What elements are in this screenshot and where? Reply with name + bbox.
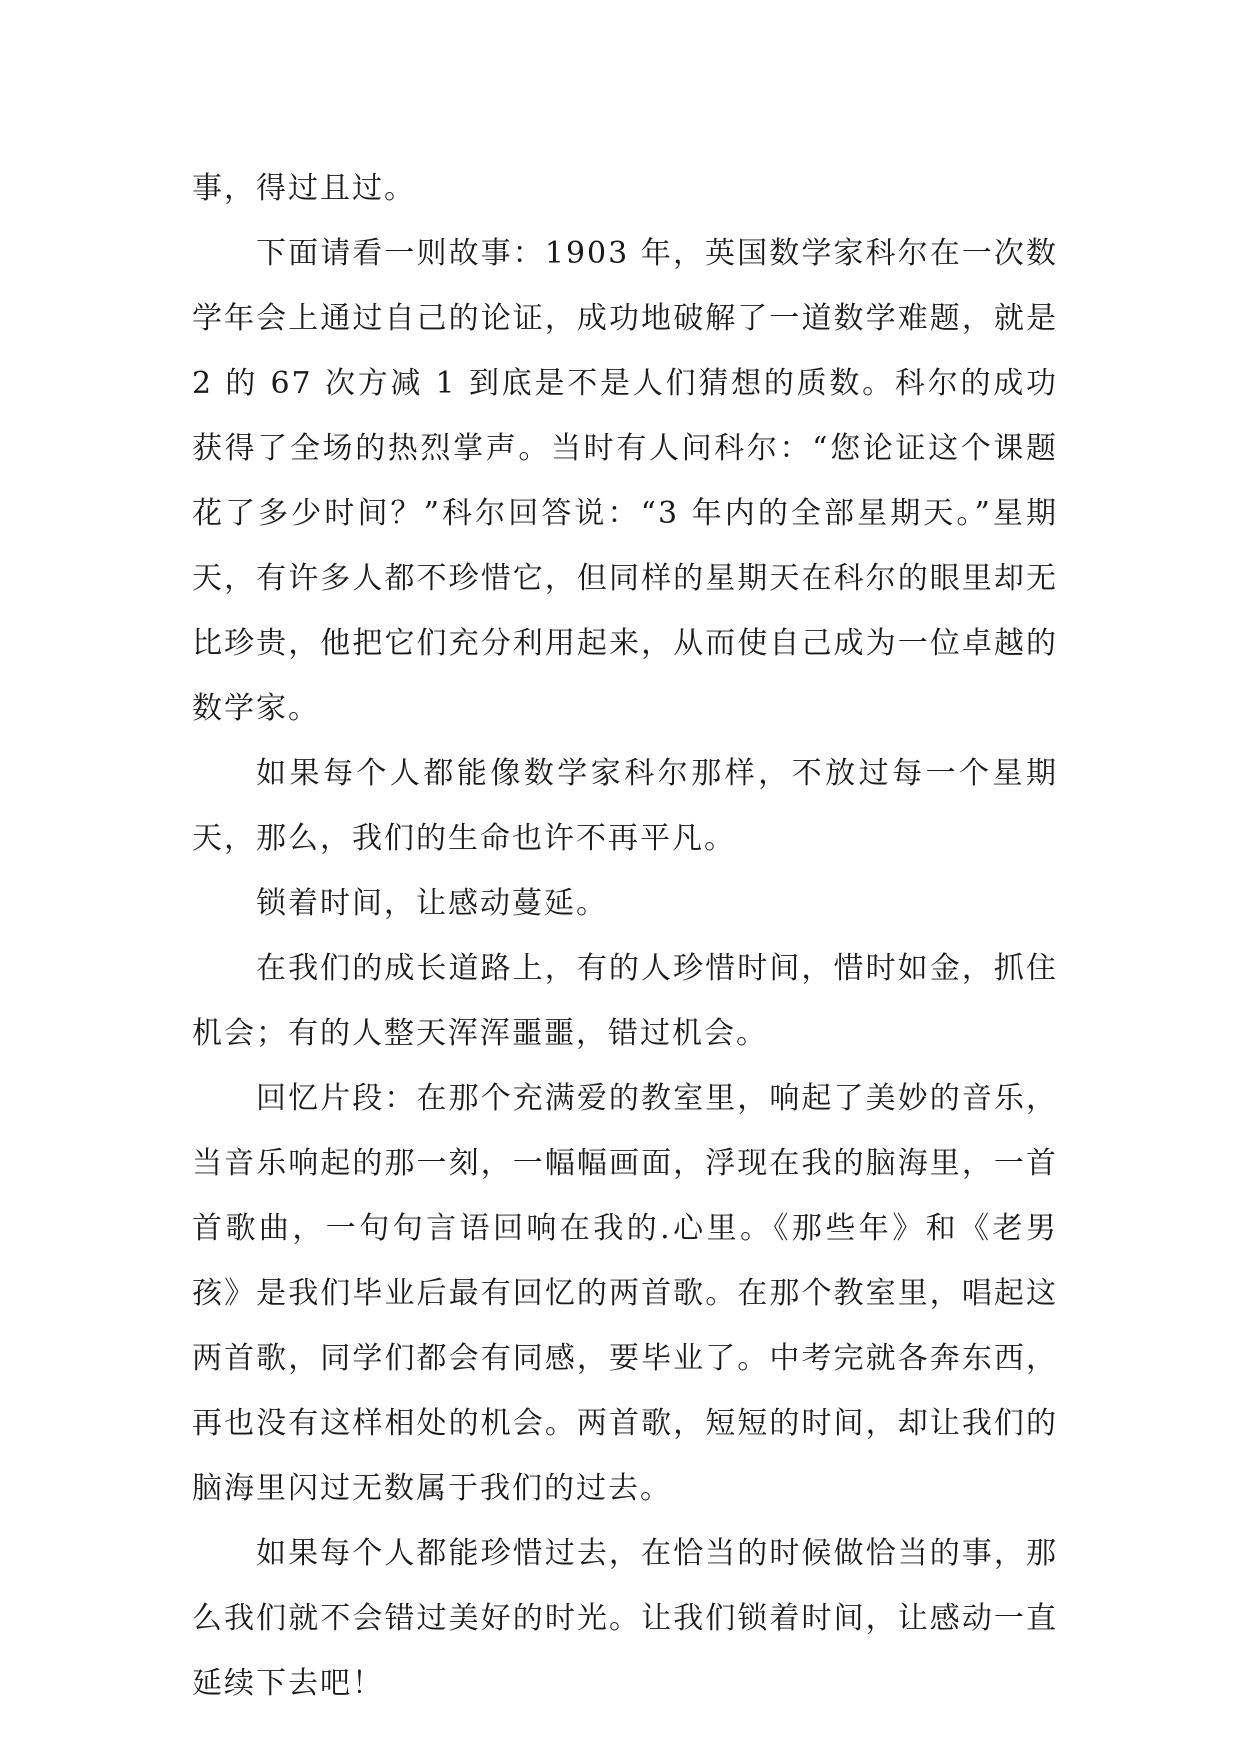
paragraph-growth: 在我们的成长道路上，有的人珍惜时间，惜时如金，抓住机会；有的人整天浑浑噩噩，错过机会。 [192,951,1058,1051]
paragraph-story: 下面请看一则故事：1903 年，英国数学家科尔在一次数学年会上通过自己的论证，成功地破解了一道数学难题，就是 2 的 67 次方减 1 到底是不是人们猜想的质数。科尔的成功获得了全场的热烈掌声。当时有人问科尔：“您论证这个课题花了多少时间？”科尔回答说：“3 年内的全部星期天。”星期天，有许多人都不珍惜它，但同样的星期天在科尔的眼里却无比珍贵，他把它们充分利用起来，从而使自己成为一位卓越的数学家。 [192,236,1058,726]
paragraph-memory: 回忆片段：在那个充满爱的教室里，响起了美妙的音乐，当音乐响起的那一刻，一幅幅画面，浮现在我的脑海里，一首首歌曲，一句句言语回响在我的.心里。《那些年》和《老男孩》是我们毕业后最有回忆的两首歌。在那个教室里，唱起这两首歌，同学们都会有同感，要毕业了。中考完就各奔东西，再也没有这样相处的机会。两首歌，短短的时间，却让我们的脑海里闪过无数属于我们的过去。 [192,1081,1058,1506]
paragraph-conclusion: 如果每个人都能珍惜过去，在恰当的时候做恰当的事，那么我们就不会错过美好的时光。让我们锁着时间，让感动一直延续下去吧！ [192,1536,1058,1701]
paragraph-heading-line: 锁着时间，让感动蔓延。 [256,886,608,921]
paragraph-continued: 事，得过且过。 [192,171,416,206]
document-body [192,156,1058,1716]
paragraph-reflection: 如果每个人都能像数学家科尔那样，不放过每一个星期天，那么，我们的生命也许不再平凡。 [192,756,1058,856]
